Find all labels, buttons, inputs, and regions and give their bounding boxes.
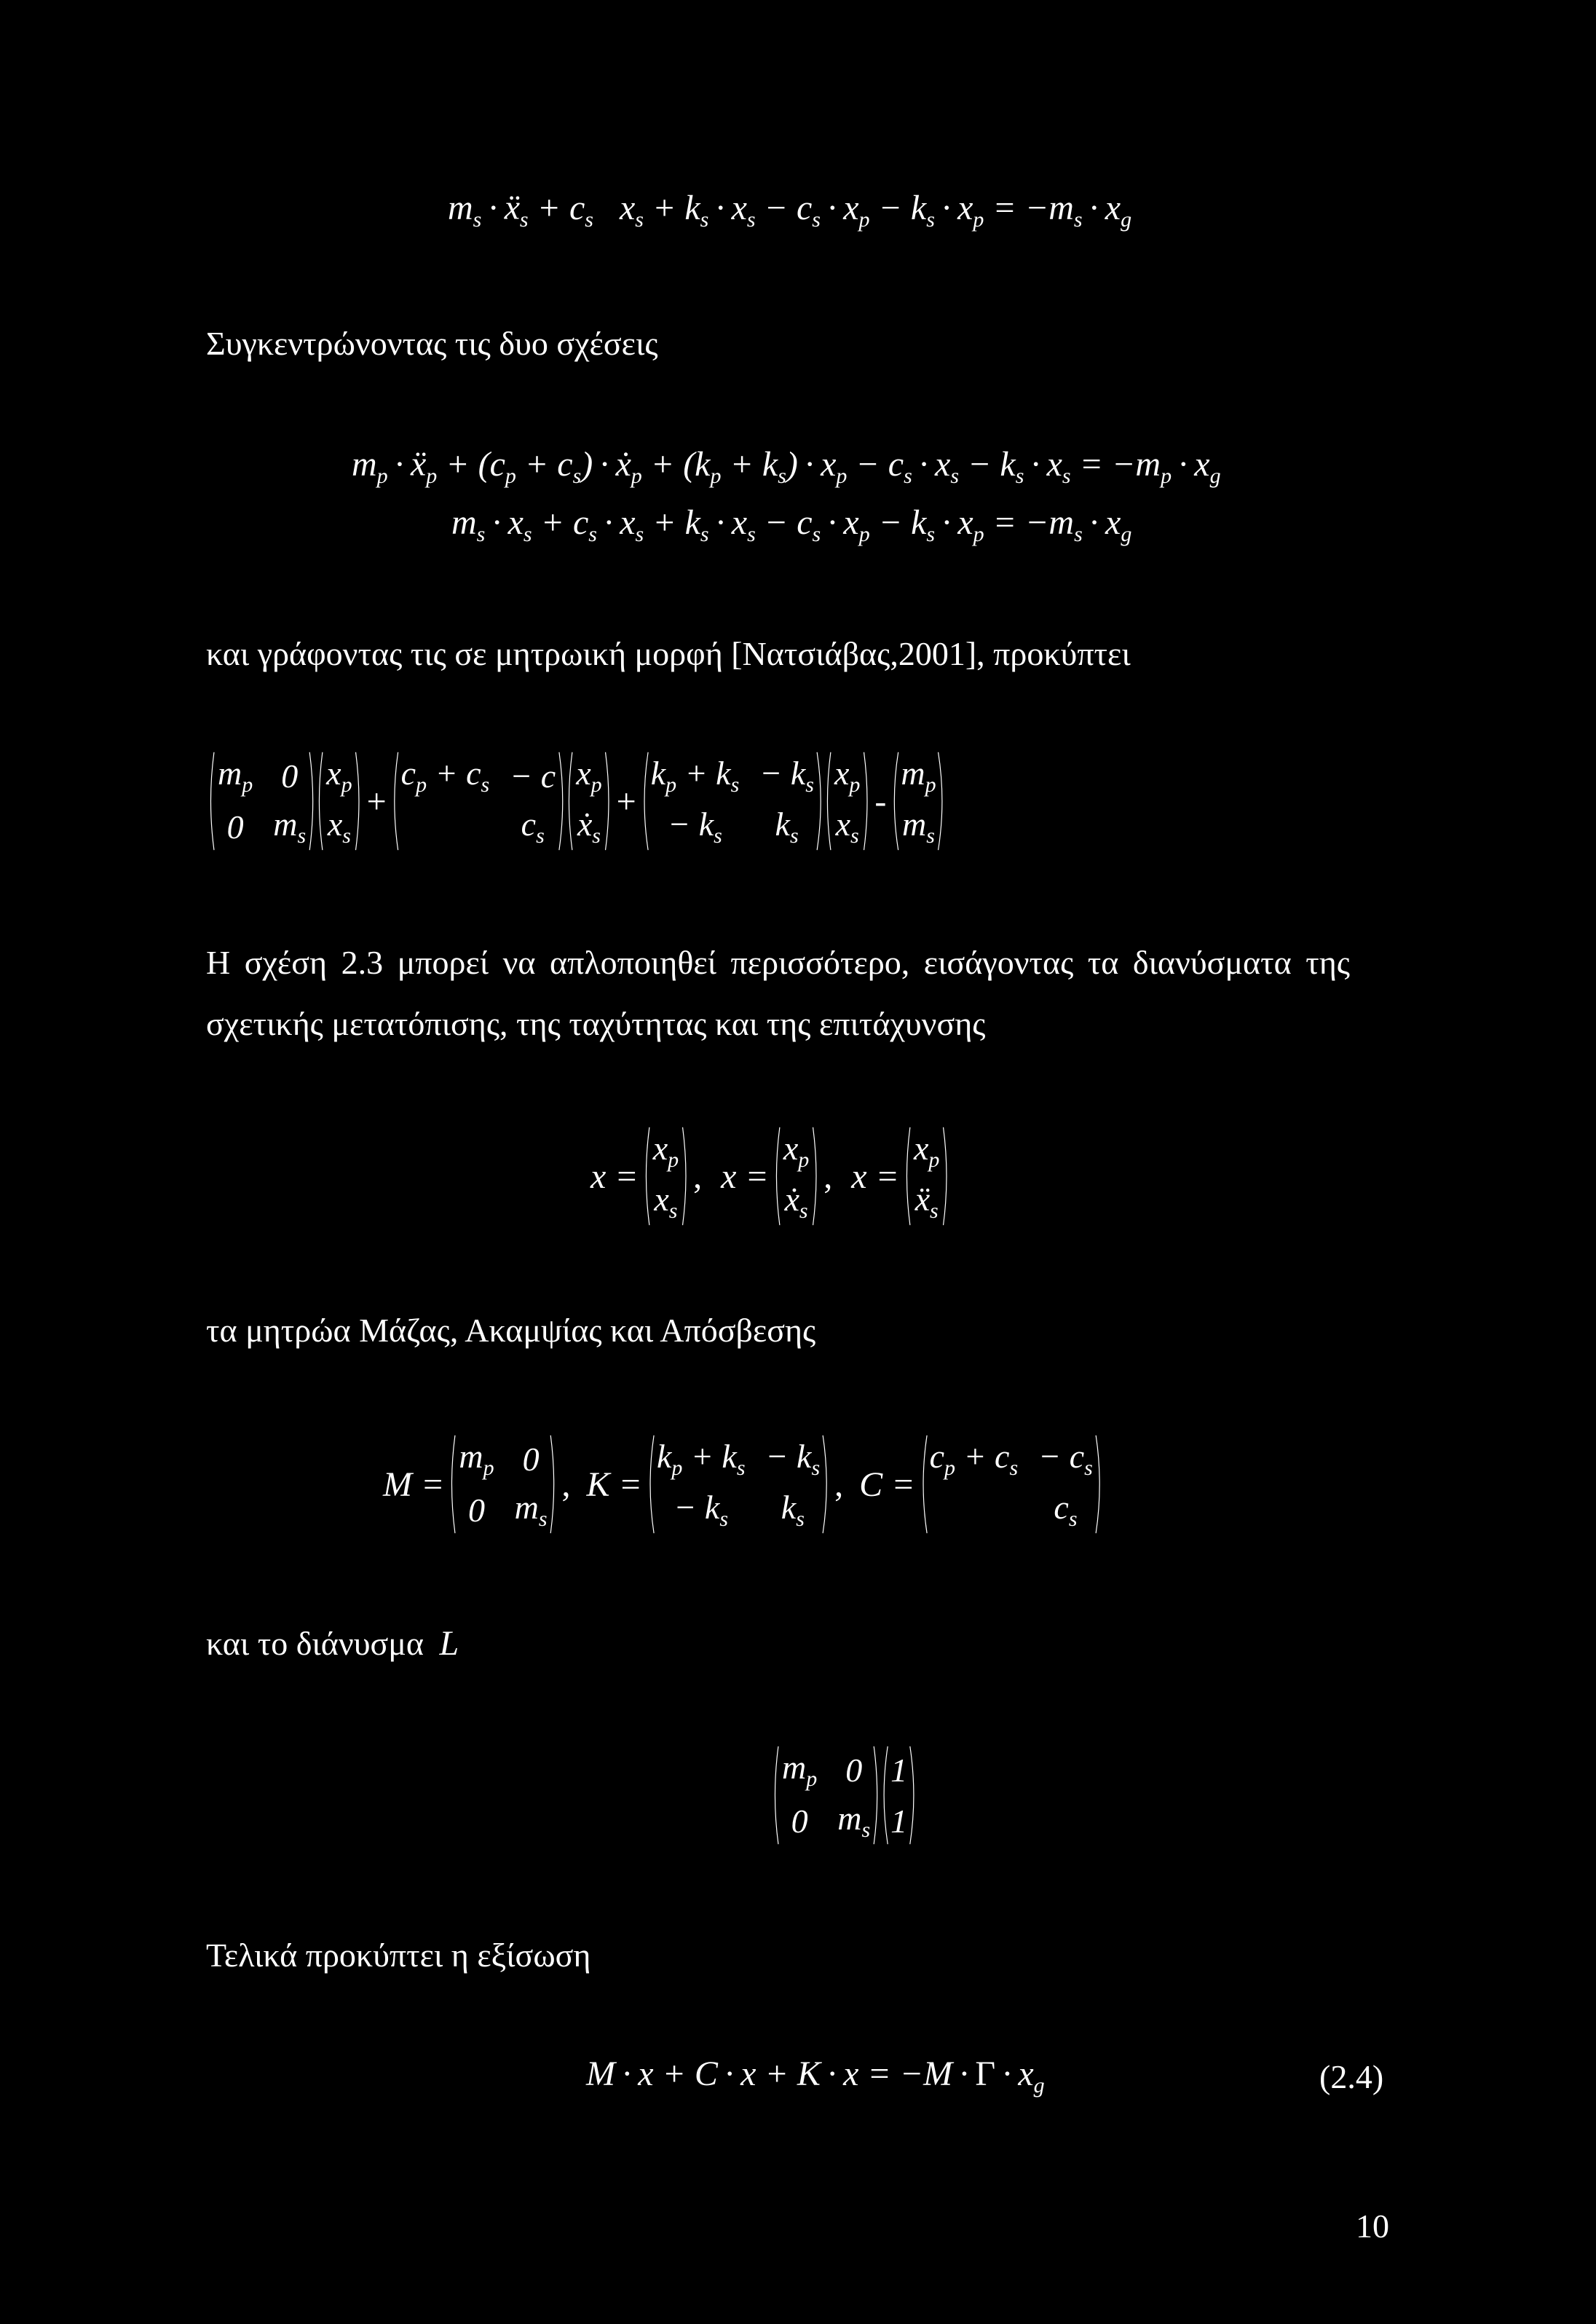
- paragraph-matrix-form: και γράφοντας τις σε μητρωική μορφή [Νατσιάβας,2001], προκύπτει: [206, 635, 1131, 672]
- equation-system-line-1: $m_p$ · ẍ$_p$ + $(c_p + c_s)$ · ẋ$_p$ + $(k_p + k_s) \cdot x_p - c_s \cdot x_s - k_s \cdot x_s = -m_p \cdot x_g$: [352, 445, 1221, 488]
- velocity-vector: $x_p$ ẋ$_s$: [566, 750, 612, 852]
- vector-x-dot: $x_p$ ẋ$_s$: [773, 1125, 819, 1227]
- page-number: 10: [1356, 2207, 1389, 2245]
- displacement-vector: $x_p$ $x_s$: [824, 750, 870, 852]
- matrix-M: $m_p$ 0 0 $m_s$: [449, 1433, 557, 1535]
- matrix-C: $c_p + c_s$ − $c_s$ $c_s$: [920, 1433, 1103, 1535]
- mass-vector: $m_p$ $m_s$: [890, 750, 946, 852]
- damping-matrix: $c_p + c_s$ − c $c_s$: [391, 750, 566, 852]
- mass-matrix: $m_p$ 0 0 $m_s$: [208, 750, 316, 852]
- matrix-definitions: M = $m_p$ 0 0 $m_s$ , K = $k_p + k_s$ − $k_s$ − $k_s$ $k_s$ , C = $c_p + c_s$ − $c_s$ $c_s$: [379, 1433, 1103, 1535]
- acceleration-vector: $x_p$ $x_s$: [316, 750, 362, 852]
- vector-x: $x_p$ $x_s$: [643, 1125, 689, 1227]
- stiffness-matrix: $k_p + k_s$ − $k_s$ − $k_s$ $k_s$: [641, 750, 824, 852]
- final-equation: $M \cdot x + C \cdot x + K \cdot x = -M \cdot \Gamma \cdot x_g$: [586, 2055, 1045, 2097]
- equation-top: $m_s$ · ẍ$_s$ + $c_s$ $x_s + k_s \cdot x_s - c_s \cdot x_p - k_s \cdot x_p = -m_s \cdot x_g$: [448, 189, 1132, 232]
- paragraph-final: Τελικά προκύπτει η εξίσωση: [206, 1937, 591, 1974]
- vector-x-ddot: $x_p$ ẍ$_s$: [904, 1125, 949, 1227]
- equation-system-line-2: $m_s \cdot x_s + c_s \cdot x_s + k_s \cdot x_s - c_s \cdot x_p - k_s \cdot x_p = -m_s \cdot x_g$: [451, 503, 1132, 546]
- plus-sign: +: [616, 781, 636, 821]
- paragraph-simplify-line-1: Η σχέση 2.3 μπορεί να απλοποιηθεί περισσότερο, εισάγοντας τα διανύσματα της: [206, 944, 1351, 981]
- vector-definitions: x = $x_p$ $x_s$ , x = $x_p$ ẋ$_s$ , x = $x_p$ ẍ$_s$: [586, 1125, 949, 1227]
- paragraph-vector-L: και το διάνυσμα L: [206, 1624, 459, 1663]
- paragraph-matrices: τα μητρώα Μάζας, Ακαμψίας και Απόσβεσης: [206, 1312, 816, 1349]
- minus-sign: -: [874, 781, 887, 821]
- paragraph-combining: Συγκεντρώνοντας τις δυο σχέσεις: [206, 325, 658, 362]
- ones-vector: 1 1: [880, 1744, 917, 1846]
- equation-number: (2.4): [1319, 2058, 1384, 2095]
- matrix-equation: [208, 750, 947, 852]
- plus-sign: +: [366, 781, 387, 821]
- matrix-K: $k_p + k_s$ − $k_s$ − $k_s$ $k_s$: [647, 1433, 830, 1535]
- mass-matrix-L: $m_p$ 0 0 $m_s$: [772, 1744, 880, 1846]
- vector-L-expression: [772, 1744, 917, 1846]
- paragraph-simplify-line-2: σχετικής μετατόπισης, της ταχύτητας και της επιτάχυνσης: [206, 1005, 986, 1042]
